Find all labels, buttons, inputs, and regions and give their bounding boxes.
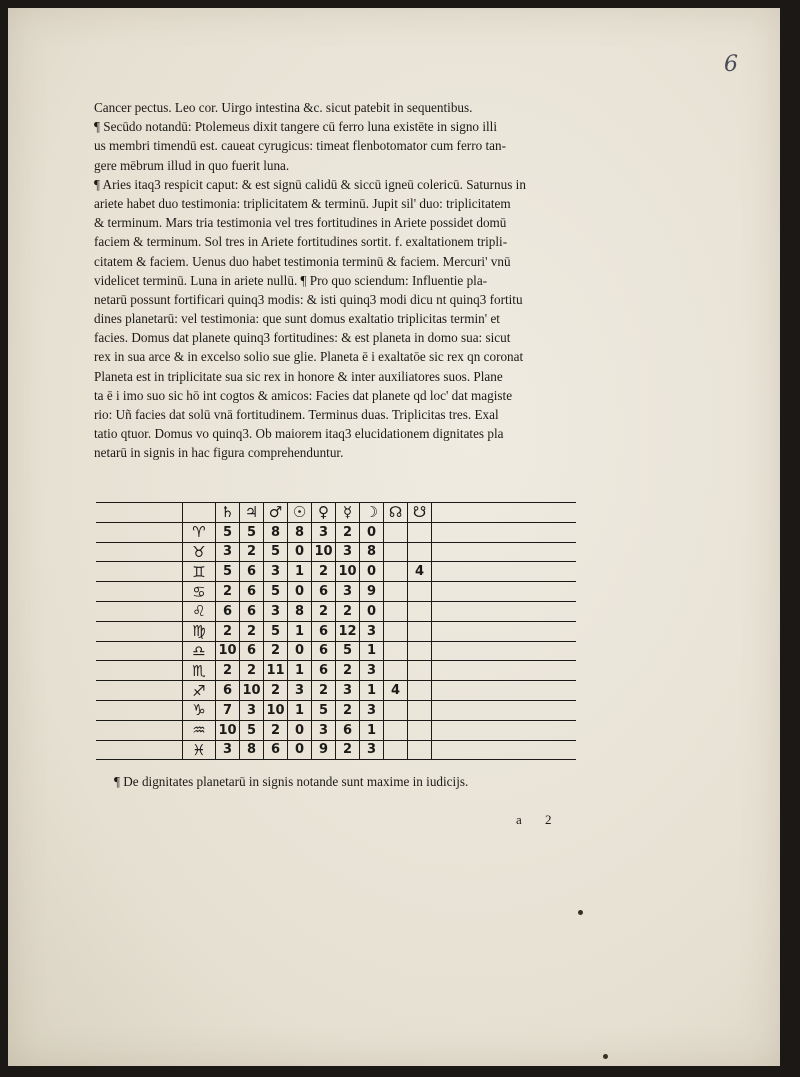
dignity-value-cell: 2 xyxy=(336,522,360,542)
zodiac-sign-cell: ♎ xyxy=(183,641,216,661)
dignity-value-cell: 10 xyxy=(336,562,360,582)
zodiac-sign-cell: ♑ xyxy=(183,700,216,720)
zodiac-sign-cell: ♍ xyxy=(183,621,216,641)
dignity-value-cell: 1 xyxy=(288,621,312,641)
dignity-value-cell: 6 xyxy=(264,740,288,760)
blank-cell xyxy=(432,621,577,641)
dignity-value-cell: 2 xyxy=(264,681,288,701)
blank-cell xyxy=(432,700,577,720)
dignity-value-cell: 2 xyxy=(312,681,336,701)
dignity-value-cell: 4 xyxy=(384,681,408,701)
dignity-value-cell: 0 xyxy=(360,601,384,621)
text-line: ¶ Aries itaq3 respicit caput: & est signū calidū & siccū igneū colericū. Saturnus in xyxy=(94,176,526,192)
table-row xyxy=(96,621,576,641)
dignity-value-cell: 3 xyxy=(240,700,264,720)
dignity-value-cell: 5 xyxy=(264,621,288,641)
planet-symbol-header: ♄ xyxy=(216,503,240,523)
dignity-value-cell: 2 xyxy=(264,641,288,661)
dignity-value-cell xyxy=(408,740,432,760)
blank-cell xyxy=(432,522,577,542)
dignity-value-cell: 6 xyxy=(240,562,264,582)
dignity-value-cell xyxy=(408,661,432,681)
table-row xyxy=(96,582,576,602)
table-row xyxy=(96,641,576,661)
dignity-value-cell: 3 xyxy=(360,700,384,720)
dignity-value-cell: 2 xyxy=(216,621,240,641)
dignity-value-cell xyxy=(408,700,432,720)
text-line: & terminum. Mars tria testimonia vel tres fortitudines in Ariete possidet domū xyxy=(94,215,507,231)
dignity-value-cell: 1 xyxy=(360,641,384,661)
dignity-value-cell: 2 xyxy=(216,661,240,681)
dignity-value-cell: 0 xyxy=(288,582,312,602)
dignity-value-cell: 9 xyxy=(312,740,336,760)
dignity-value-cell xyxy=(384,641,408,661)
blank-cell xyxy=(432,601,577,621)
book-page xyxy=(8,8,780,1066)
table-row xyxy=(96,720,576,740)
planet-symbol-header: ☊ xyxy=(384,503,408,523)
zodiac-sign-cell: ♈ xyxy=(183,522,216,542)
zodiac-sign-cell: ♋ xyxy=(183,582,216,602)
folio-number: 6 xyxy=(724,52,738,77)
dignity-value-cell: 3 xyxy=(360,621,384,641)
dignity-value-cell: 0 xyxy=(288,740,312,760)
dignity-value-cell: 1 xyxy=(288,661,312,681)
dignity-value-cell: 8 xyxy=(264,522,288,542)
planet-symbol-header: ☉ xyxy=(288,503,312,523)
table-row xyxy=(96,522,576,542)
dignity-value-cell: 6 xyxy=(336,720,360,740)
blank-cell xyxy=(96,661,183,681)
blank-cell xyxy=(432,661,577,681)
dignity-value-cell: 2 xyxy=(240,542,264,562)
blank-cell xyxy=(96,621,183,641)
dignity-value-cell: 1 xyxy=(360,681,384,701)
table-row xyxy=(96,700,576,720)
blank-cell xyxy=(432,562,577,582)
dignity-value-cell xyxy=(384,720,408,740)
dignity-value-cell: 3 xyxy=(360,740,384,760)
dignity-value-cell xyxy=(384,522,408,542)
dignity-value-cell: 2 xyxy=(336,601,360,621)
dignity-value-cell: 3 xyxy=(264,562,288,582)
text-line: rex in sua arce & in excelso solio sue glie. Planeta ē i exaltatōe sic rex qn coronat xyxy=(94,349,524,365)
dignity-value-cell: 10 xyxy=(312,542,336,562)
zodiac-sign-cell: ♓ xyxy=(183,740,216,760)
dignity-value-cell xyxy=(384,542,408,562)
dignity-value-cell: 2 xyxy=(240,621,264,641)
blank-cell xyxy=(432,681,577,701)
dignity-value-cell: 7 xyxy=(216,700,240,720)
table-row xyxy=(96,681,576,701)
text-line: ¶ Secūdo notandū: Ptolemeus dixit tangere cū ferro luna existēte in signo illi xyxy=(94,119,497,135)
blank-cell xyxy=(96,503,183,523)
dignity-value-cell: 12 xyxy=(336,621,360,641)
blank-cell xyxy=(96,720,183,740)
dignity-value-cell: 8 xyxy=(288,601,312,621)
dignity-value-cell: 5 xyxy=(264,582,288,602)
dignity-value-cell xyxy=(408,720,432,740)
dignity-value-cell: 2 xyxy=(312,562,336,582)
ink-spot xyxy=(603,1054,608,1059)
zodiac-sign-cell: ♉ xyxy=(183,542,216,562)
dignity-value-cell: 3 xyxy=(216,542,240,562)
blank-cell xyxy=(432,582,577,602)
dignity-value-cell: 0 xyxy=(288,542,312,562)
blank-cell xyxy=(96,542,183,562)
dignities-grid xyxy=(96,502,576,760)
table-row xyxy=(96,740,576,760)
dignity-value-cell: 6 xyxy=(312,582,336,602)
text-line: rio: Uñ facies dat solū vnā fortitudinem. Terminus duas. Triplicitas tres. Exal xyxy=(94,407,499,422)
text-line: ta ē i imo suo sic hō int cogtos & amicos: Facies dat planete qd loc' dat magiste xyxy=(94,387,513,403)
text-line: citatem & faciem. Uenus duo habet testimonia terminū & faciem. Mercuri' vnū xyxy=(94,253,511,269)
dignity-value-cell: 3 xyxy=(216,740,240,760)
text-line: faciem & terminum. Sol tres in Ariete fortitudines sortit. f. exaltationem tripli- xyxy=(94,234,508,250)
blank-cell xyxy=(432,503,577,523)
text-line: netarū in signis in hac figura comprehenduntur. xyxy=(94,445,344,461)
dignity-value-cell: 3 xyxy=(264,601,288,621)
blank-cell xyxy=(96,562,183,582)
text-line: gere mēbrum illud in quo fuerit luna. xyxy=(94,157,290,173)
dignity-value-cell: 8 xyxy=(360,542,384,562)
dignity-value-cell: 3 xyxy=(336,582,360,602)
signature-mark: a 2 xyxy=(516,812,562,827)
text-line: videlicet terminū. Luna in ariete nullū. ¶ Pro quo sciendum: Influentie pla- xyxy=(94,272,488,288)
planet-symbol-header: ♃ xyxy=(240,503,264,523)
dignity-value-cell: 9 xyxy=(360,582,384,602)
dignity-value-cell: 0 xyxy=(288,641,312,661)
blank-cell xyxy=(432,720,577,740)
dignity-value-cell xyxy=(384,582,408,602)
dignity-value-cell: 2 xyxy=(336,661,360,681)
blank-cell xyxy=(96,601,183,621)
dignity-value-cell: 10 xyxy=(264,700,288,720)
zodiac-sign-cell: ♒ xyxy=(183,720,216,740)
dignity-value-cell: 6 xyxy=(312,641,336,661)
planet-symbol-header: ☽ xyxy=(360,503,384,523)
blank-cell xyxy=(96,681,183,701)
dignity-value-cell: 0 xyxy=(360,522,384,542)
zodiac-sign-cell: ♌ xyxy=(183,601,216,621)
table-row xyxy=(96,601,576,621)
text-line: facies. Domus dat planete quinq3 fortitudines: & est planeta in domo sua: sicut xyxy=(94,330,511,346)
dignity-value-cell: 5 xyxy=(216,522,240,542)
dignity-value-cell: 3 xyxy=(336,542,360,562)
dignity-value-cell: 8 xyxy=(288,522,312,542)
dignity-value-cell: 3 xyxy=(288,681,312,701)
dignity-value-cell: 2 xyxy=(312,601,336,621)
dignity-value-cell: 5 xyxy=(312,700,336,720)
text-line: tatio qtuor. Domus vo quinq3. Ob maiorem itaq3 elucidationem dignitates pla xyxy=(94,426,504,442)
dignity-value-cell: 3 xyxy=(360,661,384,681)
table-header-row xyxy=(96,503,576,523)
dignity-value-cell: 6 xyxy=(312,621,336,641)
dignity-value-cell xyxy=(384,601,408,621)
table-row xyxy=(96,562,576,582)
text-line: dines planetarū: vel testimonia: que sunt domus exaltatio triplicitas termin' et xyxy=(94,311,500,327)
dignity-value-cell: 6 xyxy=(240,582,264,602)
dignity-value-cell: 1 xyxy=(288,562,312,582)
text-line: ariete habet duo testimonia: triplicitatem & terminū. Jupit sil' duo: triplicitatem xyxy=(94,195,511,211)
dignity-value-cell xyxy=(384,700,408,720)
dignity-value-cell: 10 xyxy=(216,720,240,740)
blank-cell xyxy=(96,740,183,760)
blank-cell xyxy=(432,740,577,760)
dignity-value-cell xyxy=(384,740,408,760)
planet-symbol-header: ♂ xyxy=(264,503,288,523)
dignity-value-cell: 6 xyxy=(240,641,264,661)
table-caption: ¶ De dignitates planetarū in signis notande sunt maxime in iudicijs. xyxy=(114,774,469,789)
corner-cell xyxy=(183,503,216,523)
dignity-value-cell: 1 xyxy=(360,720,384,740)
dignity-value-cell: 5 xyxy=(240,720,264,740)
dignity-value-cell: 10 xyxy=(216,641,240,661)
text-line: Cancer pectus. Leo cor. Uirgo intestina &c. sicut patebit in sequentibus. xyxy=(94,100,473,115)
dignity-value-cell: 10 xyxy=(240,681,264,701)
dignity-value-cell: 5 xyxy=(264,542,288,562)
dignity-value-cell xyxy=(408,621,432,641)
dignity-value-cell xyxy=(384,562,408,582)
blank-cell xyxy=(96,700,183,720)
dignity-value-cell: 2 xyxy=(264,720,288,740)
dignity-value-cell xyxy=(408,641,432,661)
table-row xyxy=(96,661,576,681)
text-line: us membri timendū est. caueat cyrugicus: timeat flenbotomator cum ferro tan- xyxy=(94,138,506,154)
dignity-value-cell: 0 xyxy=(288,720,312,740)
zodiac-sign-cell: ♊ xyxy=(183,562,216,582)
dignity-value-cell: 6 xyxy=(216,681,240,701)
dignity-value-cell: 1 xyxy=(288,700,312,720)
table-row xyxy=(96,542,576,562)
body-text xyxy=(94,98,580,463)
dignity-value-cell xyxy=(384,661,408,681)
dignity-value-cell: 6 xyxy=(240,601,264,621)
dignity-value-cell: 5 xyxy=(240,522,264,542)
dignity-value-cell: 3 xyxy=(312,522,336,542)
dignity-value-cell xyxy=(408,522,432,542)
dignity-value-cell: 3 xyxy=(312,720,336,740)
dignity-value-cell: 2 xyxy=(336,700,360,720)
dignity-value-cell: 2 xyxy=(240,661,264,681)
dignity-value-cell: 6 xyxy=(312,661,336,681)
dignity-value-cell: 6 xyxy=(216,601,240,621)
dignity-value-cell xyxy=(408,601,432,621)
dignity-value-cell: 3 xyxy=(336,681,360,701)
dignity-value-cell: 0 xyxy=(360,562,384,582)
dignity-value-cell: 4 xyxy=(408,562,432,582)
blank-cell xyxy=(96,641,183,661)
dignity-value-cell: 8 xyxy=(240,740,264,760)
text-line: Planeta est in triplicitate sua sic rex in honore & inter auxiliatores suos. Plane xyxy=(94,368,503,384)
dignity-value-cell xyxy=(384,621,408,641)
dignity-value-cell: 2 xyxy=(216,582,240,602)
blank-cell xyxy=(96,582,183,602)
dignity-value-cell xyxy=(408,582,432,602)
zodiac-sign-cell: ♐ xyxy=(183,681,216,701)
dignity-value-cell xyxy=(408,542,432,562)
dignity-value-cell: 2 xyxy=(336,740,360,760)
planet-symbol-header: ☿ xyxy=(336,503,360,523)
blank-cell xyxy=(96,522,183,542)
ink-spot xyxy=(578,910,583,915)
text-line: netarū possunt fortificari quinq3 modis: & isti quinq3 modi dicu nt quinq3 fortitu xyxy=(94,291,523,307)
planet-symbol-header: ♀ xyxy=(312,503,336,523)
dignity-value-cell: 5 xyxy=(336,641,360,661)
dignity-value-cell xyxy=(408,681,432,701)
dignity-value-cell: 11 xyxy=(264,661,288,681)
zodiac-sign-cell: ♏ xyxy=(183,661,216,681)
planet-symbol-header: ☋ xyxy=(408,503,432,523)
dignities-table xyxy=(96,502,576,760)
blank-cell xyxy=(432,641,577,661)
dignity-value-cell: 5 xyxy=(216,562,240,582)
blank-cell xyxy=(432,542,577,562)
